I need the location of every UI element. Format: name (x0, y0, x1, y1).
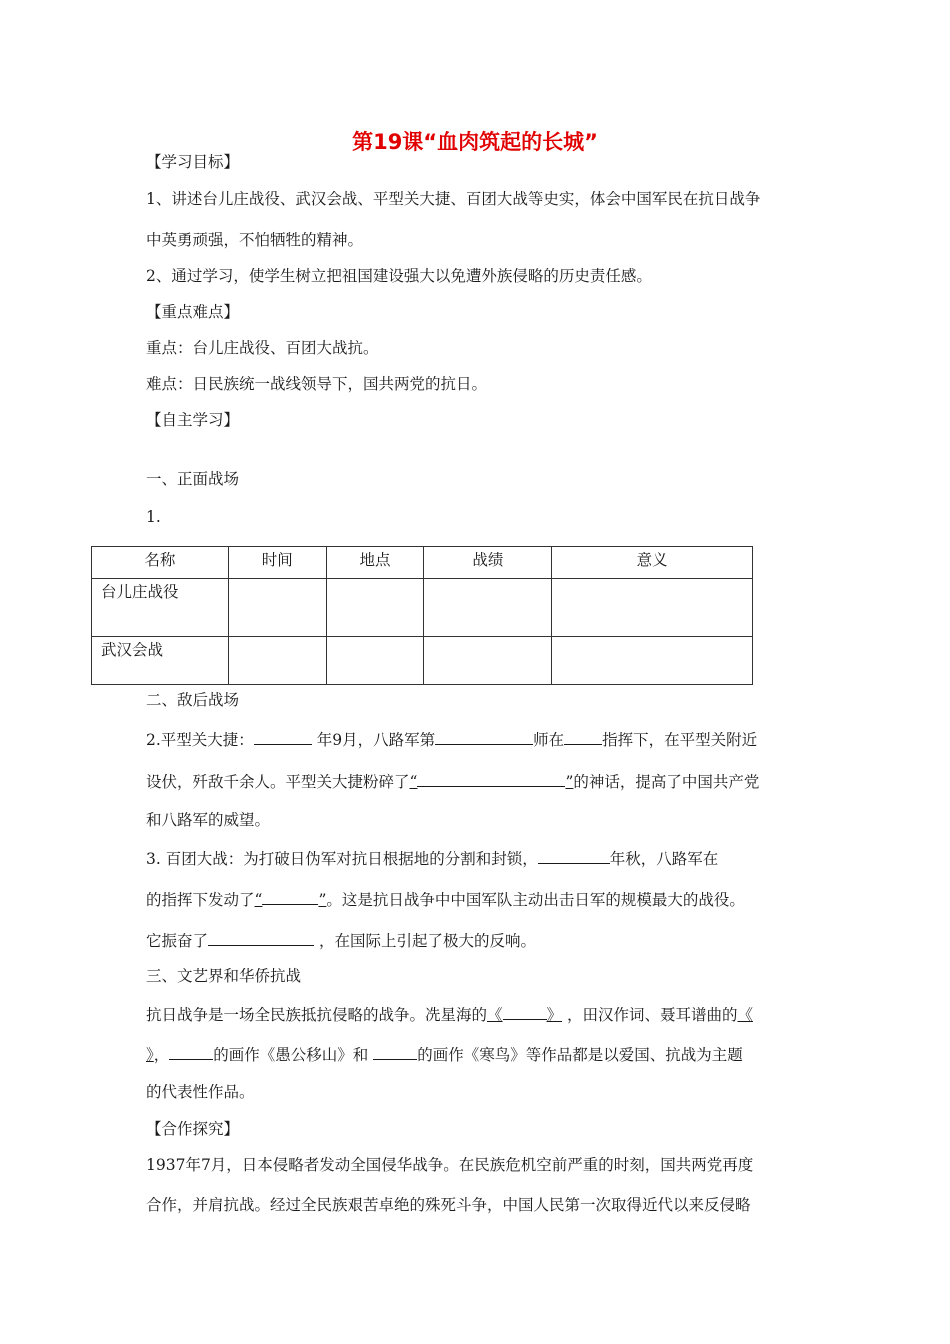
heading-key-points: 【重点难点】 (146, 303, 240, 321)
p3-line-2: 》， 的画作《愚公移山》和 的画作《寒鸟》等作品都是以爱国、抗战为主题 (146, 1043, 743, 1065)
row-name: 武汉会战 (92, 637, 229, 685)
blank-commander[interactable] (564, 728, 602, 745)
header-place: 地点 (326, 547, 424, 579)
cell-time[interactable] (228, 637, 326, 685)
table-row (92, 637, 753, 685)
goal-1-line-1: 1、讲述台儿庄战役、武汉会战、平型关大捷、百团大战等史实，体会中国军民在抗日战争 (146, 190, 761, 208)
header-result: 战绩 (424, 547, 552, 579)
part-3-heading: 三、文艺界和华侨抗战 (146, 967, 302, 985)
cell-place[interactable] (326, 637, 424, 685)
q2-line-1: 2.平型关大捷： 年9月，八路军第 师在 指挥下，在平型关附近 (146, 728, 757, 750)
p3-line-1: 抗日战争是一场全民族抵抗侵略的战争。冼星海的《 》 ，田汉作词、聂耳谱曲的《 (146, 1003, 753, 1025)
heading-cooperation: 【合作探究】 (146, 1120, 240, 1138)
blank-song-1[interactable] (503, 1003, 547, 1020)
goal-2: 2、通过学习，使学生树立把祖国建设强大以免遭外族侵略的历史责任感。 (146, 267, 652, 285)
part-1-heading: 一、正面战场 (146, 470, 240, 488)
blank-campaign[interactable] (262, 888, 318, 905)
table-row (92, 579, 753, 637)
blank-division[interactable] (435, 728, 533, 745)
blank-myth[interactable] (417, 770, 565, 787)
cell-result[interactable] (424, 637, 552, 685)
q3-line-1: 3. 百团大战：为打破日伪军对抗日根据地的分割和封锁， 年秋，八路军在 (146, 847, 718, 869)
coop-line-1: 1937年7月，日本侵略者发动全国侵华战争。在民族危机空前严重的时刻，国共两党再度 (146, 1156, 754, 1174)
cell-time[interactable] (228, 579, 326, 637)
row-name: 台儿庄战役 (92, 579, 229, 637)
cell-result[interactable] (424, 579, 552, 637)
goal-1-line-2: 中英勇顽强，不怕牺牲的精神。 (146, 231, 364, 249)
table-header-row (92, 547, 753, 579)
item-1: 1. (146, 508, 161, 526)
blank-painter-1[interactable] (169, 1043, 213, 1060)
header-time: 时间 (228, 547, 326, 579)
cell-significance[interactable] (552, 579, 753, 637)
hard-point: 难点：日民族统一战线领导下，国共两党的抗日。 (146, 375, 488, 393)
blank-year[interactable] (254, 728, 312, 745)
q2-line-2: 设伏，歼敌千余人。平型关大捷粉碎了“ ”的神话，提高了中国共产党 (146, 770, 759, 792)
cell-significance[interactable] (552, 637, 753, 685)
key-point: 重点：台儿庄战役、百团大战抗。 (146, 339, 379, 357)
q3-line-2: 的指挥下发动了“ ”。这是抗日战争中中国军队主动出击日军的规模最大的战役。 (146, 888, 745, 910)
coop-line-2: 合作，并肩抗战。经过全民族艰苦卓绝的殊死斗争，中国人民第一次取得近代以来反侵略 (146, 1196, 751, 1214)
blank-inspired[interactable] (208, 929, 314, 946)
blank-year[interactable] (538, 847, 610, 864)
heading-goals: 【学习目标】 (146, 153, 240, 171)
header-name: 名称 (92, 547, 229, 579)
part-2-heading: 二、敌后战场 (146, 691, 240, 709)
q2-line-3: 和八路军的威望。 (146, 811, 271, 829)
page-title: 第19课“血肉筑起的长城” (352, 130, 598, 154)
p3-line-3: 的代表性作品。 (146, 1083, 255, 1101)
cell-place[interactable] (326, 579, 424, 637)
battle-table (91, 546, 753, 685)
heading-self-study: 【自主学习】 (146, 411, 240, 429)
header-significance: 意义 (552, 547, 753, 579)
blank-painter-2[interactable] (373, 1043, 417, 1060)
q3-line-3: 它振奋了 ，在国际上引起了极大的反响。 (146, 929, 536, 951)
